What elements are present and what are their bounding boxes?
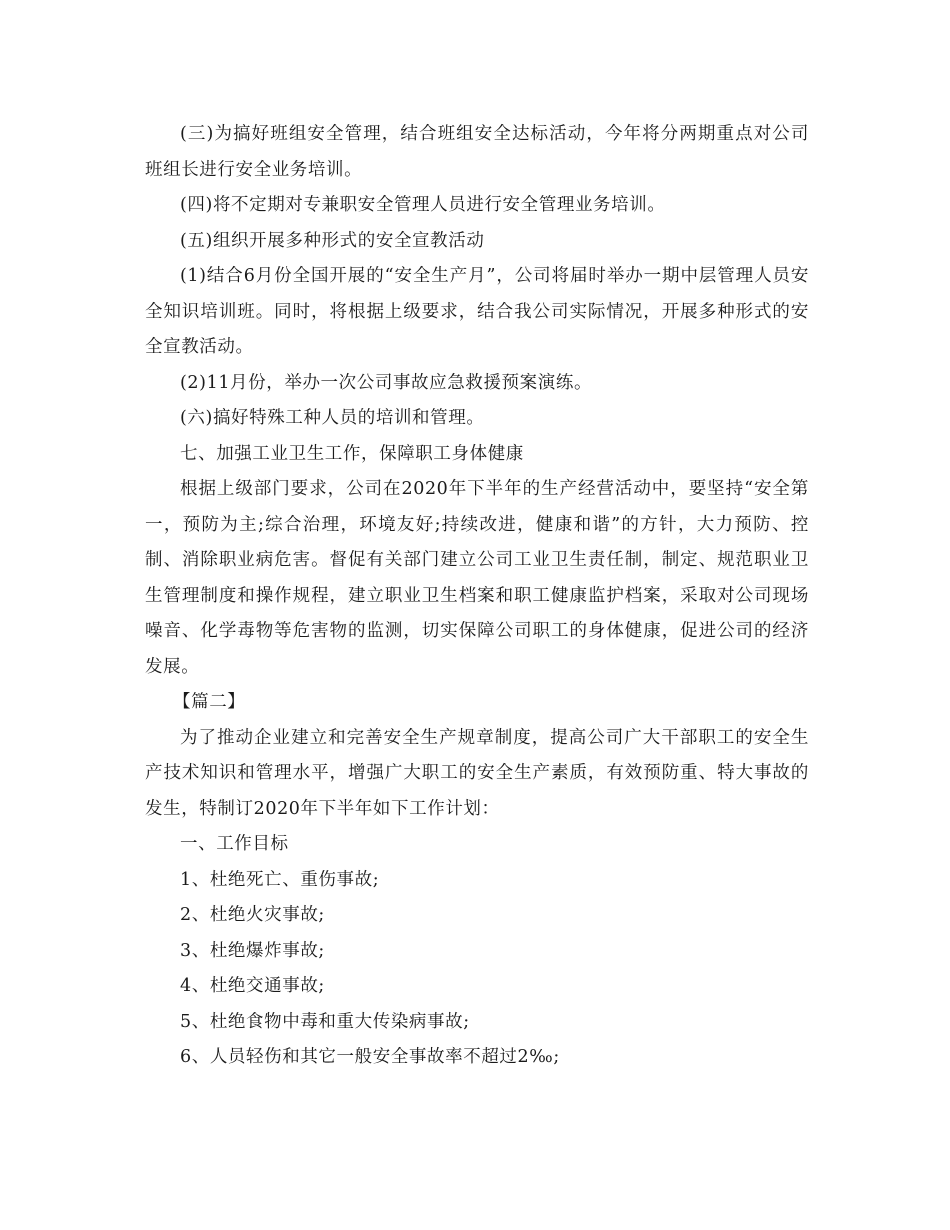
paragraph-occupational-health: 根据上级部门要求，公司在2020年下半年的生产经营活动中，要坚持“安全第一，预防为主;综合治理，环境友好;持续改进，健康和谐”的方针，大力预防、控制、消除职业病危害。督促有关部门建立公司工业卫生责任制，制定、规范职业卫生管理制度和操作规程，建立职业卫生档案和职工健康监护档案，采取对公司现场噪音、化学毒物等危害物的监测，切实保障公司职工的身体健康，促进公司的经济发展。 [145,479,809,677]
paragraph-part-time-training: (四)将不定期对专兼职安全管理人员进行安全管理业务培训。 [180,195,666,215]
paragraph-safety-month: (1)结合6月份全国开展的“安全生产月”，公司将届时举办一期中层管理人员安全知识培训班。同时，将根据上级要求，结合我公司实际情况，开展多种形式的安全宣教活动。 [145,266,809,357]
goal-item-4: 4、杜绝交通事故; [180,976,325,996]
section-heading-work-goals: 一、工作目标 [180,834,289,854]
goal-item-2: 2、杜绝火灾事故; [180,905,325,925]
goal-item-6: 6、人员轻伤和其它一般安全事故率不超过2‰; [180,1047,560,1067]
goal-item-5: 5、杜绝食物中毒和重大传染病事故; [180,1011,470,1032]
paragraph-publicity-activities: (五)组织开展多种形式的安全宣教活动 [180,230,485,251]
paragraph-plan-intro: 为了推动企业建立和完善安全生产规章制度，提高公司广大干部职工的安全生产技术知识和管理水平，增强广大职工的安全生产素质，有效预防重、特大事故的发生，特制订2020年下半年如下工作计划： [145,727,809,819]
goal-item-3: 3、杜绝爆炸事故; [180,940,325,961]
part-two-heading: 【篇二】 [173,692,246,712]
section-heading-industrial-health: 七、加强工业卫生工作，保障职工身体健康 [180,443,524,464]
paragraph-special-workers: (六)搞好特殊工种人员的培训和管理。 [180,408,485,428]
document-body [145,117,809,1076]
paragraph-safety-team-training: (三)为搞好班组安全管理，结合班组安全达标活动，今年将分两期重点对公司班组长进行安全业务培训。 [145,124,809,180]
paragraph-emergency-drill: (2)11月份，举办一次公司事故应急救援预案演练。 [180,372,593,393]
goal-item-1: 1、杜绝死亡、重伤事故; [180,869,380,890]
